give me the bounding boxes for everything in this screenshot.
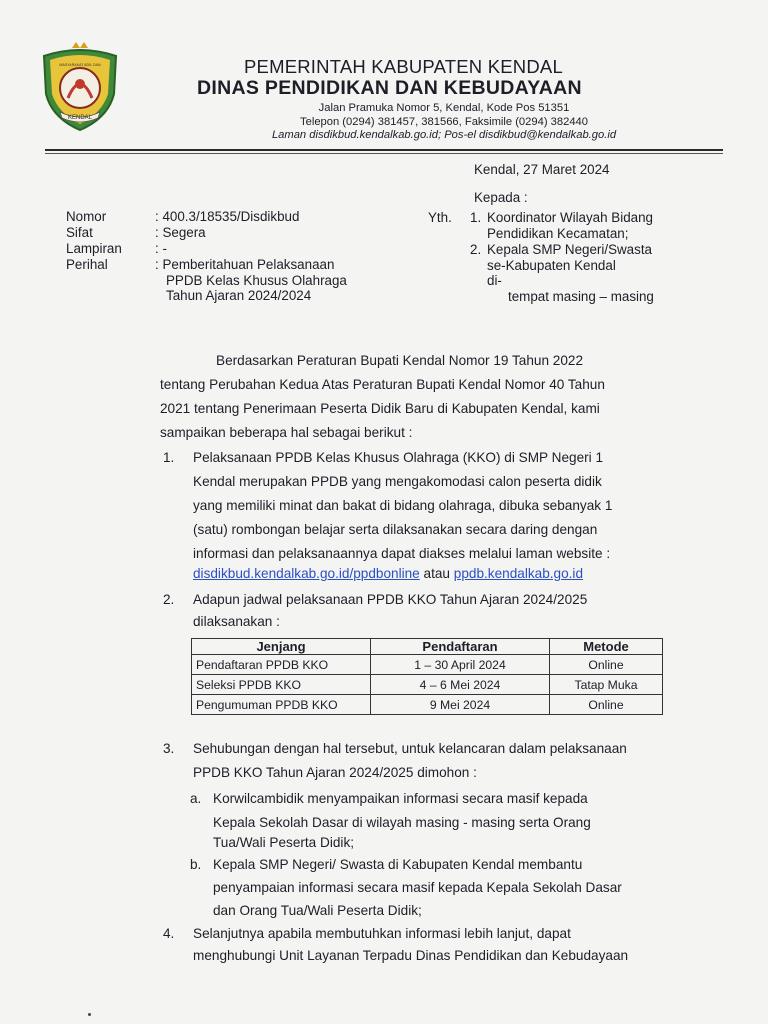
schedule-header-jenjang: Jenjang bbox=[192, 639, 371, 655]
point-1-line-2: Kendal merupakan PPDB yang mengakomodasi calon peserta didik bbox=[193, 474, 602, 489]
schedule-cell: 9 Mei 2024 bbox=[371, 695, 550, 715]
letterhead-government: PEMERINTAH KABUPATEN KENDAL bbox=[244, 56, 563, 77]
point-3-line-1: Sehubungan dengan hal tersebut, untuk kelancaran dalam pelaksanaan bbox=[193, 741, 627, 756]
letterhead-agency: DINAS PENDIDIKAN DAN KEBUDAYAAN bbox=[197, 77, 582, 99]
recipient-yth: Yth. bbox=[428, 210, 452, 225]
meta-perihal-line3: Tahun Ajaran 2024/2024 bbox=[166, 288, 312, 303]
recipient-di: di- bbox=[487, 273, 502, 288]
point-1-number: 1. bbox=[163, 450, 175, 465]
meta-lampiran-label: Lampiran bbox=[66, 241, 122, 256]
letterhead-divider-thin bbox=[45, 153, 723, 154]
recipient-1-line1: Koordinator Wilayah Bidang bbox=[487, 210, 653, 225]
recipient-kepada: Kepada : bbox=[474, 190, 528, 205]
point-2-line-2: dilaksanakan : bbox=[193, 614, 280, 629]
point-3b-letter: b. bbox=[190, 857, 202, 872]
point-1-line-3: yang memiliki minat dan bakat di bidang olahraga, dibuka sebanyak 1 bbox=[193, 498, 613, 513]
meta-lampiran-value: : - bbox=[155, 241, 167, 256]
letterhead-divider bbox=[45, 149, 723, 151]
schedule-cell: 4 – 6 Mei 2024 bbox=[371, 675, 550, 695]
meta-sifat-value: : Segera bbox=[155, 225, 206, 240]
table-row bbox=[192, 655, 663, 675]
table-row bbox=[192, 695, 663, 715]
schedule-cell: Pendaftaran PPDB KKO bbox=[192, 655, 371, 675]
recipient-place: tempat masing – masing bbox=[508, 289, 654, 304]
ppdb-portal-link[interactable]: ppdb.kendalkab.go.id bbox=[453, 566, 584, 581]
point-3a-line-3: Tua/Wali Peserta Didik; bbox=[213, 835, 355, 850]
schedule-header-pendaftaran: Pendaftaran bbox=[371, 639, 550, 655]
schedule-header-metode: Metode bbox=[550, 639, 663, 655]
ppdb-online-link[interactable]: disdikbud.kendalkab.go.id/ppdbonline bbox=[193, 566, 420, 581]
point-4-line-1: Selanjutnya apabila membutuhkan informasi lebih lanjut, dapat bbox=[193, 926, 571, 941]
logo-motto: MASYARAKAT ADIL DAN bbox=[59, 63, 101, 67]
point-1-line-1: Pelaksanaan PPDB Kelas Khusus Olahraga (KKO) di SMP Negeri 1 bbox=[193, 450, 604, 465]
point-3a-line-1: Korwilcambidik menyampaikan informasi secara masif kepada bbox=[213, 791, 588, 806]
schedule-cell: Online bbox=[550, 655, 663, 675]
letterhead-address: Jalan Pramuka Nomor 5, Kendal, Kode Pos 51351 bbox=[318, 102, 570, 114]
letter-date: Kendal, 27 Maret 2024 bbox=[474, 162, 610, 177]
point-4-number: 4. bbox=[163, 926, 175, 941]
meta-perihal-line1: : Pemberitahuan Pelaksanaan bbox=[155, 257, 335, 272]
point-1-or: atau bbox=[419, 566, 454, 581]
schedule-cell: Online bbox=[550, 695, 663, 715]
meta-nomor-label: Nomor bbox=[66, 209, 107, 224]
point-3-line-2: PPDB KKO Tahun Ajaran 2024/2025 dimohon : bbox=[193, 765, 477, 780]
schedule-cell: Tatap Muka bbox=[550, 675, 663, 695]
meta-perihal-line2: PPDB Kelas Khusus Olahraga bbox=[166, 273, 347, 288]
intro-line-3: 2021 tentang Penerimaan Peserta Didik Baru di Kabupaten Kendal, kami bbox=[160, 401, 600, 416]
point-2-line-1: Adapun jadwal pelaksanaan PPDB KKO Tahun Ajaran 2024/2025 bbox=[193, 592, 588, 607]
logo-label: KENDAL bbox=[67, 115, 93, 121]
point-3b-line-1: Kepala SMP Negeri/ Swasta di Kabupaten Kendal membantu bbox=[213, 857, 583, 872]
point-4-line-2: menghubungi Unit Layanan Terpadu Dinas Pendidikan dan Kebudayaan bbox=[193, 948, 629, 963]
intro-line-2: tentang Perubahan Kedua Atas Peraturan Bupati Kendal Nomor 40 Tahun bbox=[160, 377, 605, 392]
meta-nomor-value: : 400.3/18535/Disdikbud bbox=[155, 209, 300, 224]
schedule-header-row bbox=[192, 639, 663, 655]
recipient-2-line1: Kepala SMP Negeri/Swasta bbox=[487, 242, 652, 257]
point-3-number: 3. bbox=[163, 741, 175, 756]
recipient-2-number: 2. bbox=[470, 242, 482, 257]
point-2-number: 2. bbox=[163, 592, 175, 607]
schedule-table bbox=[191, 638, 663, 715]
point-3a-letter: a. bbox=[190, 791, 202, 806]
meta-perihal-label: Perihal bbox=[66, 257, 108, 272]
meta-sifat-label: Sifat bbox=[66, 225, 93, 240]
point-3a-line-2: Kepala Sekolah Dasar di wilayah masing - masing serta Orang bbox=[213, 815, 591, 830]
intro-line-1: Berdasarkan Peraturan Bupati Kendal Nomor 19 Tahun 2022 bbox=[216, 353, 584, 368]
letterhead-web: Laman disdikbud.kendalkab.go.id; Pos-el disdikbud@kendalkab.go.id bbox=[271, 129, 617, 141]
point-1-line-5: informasi dan pelaksanaannya dapat diakses melalui laman website : bbox=[193, 546, 611, 561]
intro-line-4: sampaikan beberapa hal sebagai berikut : bbox=[160, 425, 413, 440]
point-1-line-4: (satu) rombongan belajar serta dilaksanakan secara daring dengan bbox=[193, 522, 598, 537]
recipient-1-number: 1. bbox=[470, 210, 482, 225]
schedule-cell: Pengumuman PPDB KKO bbox=[192, 695, 371, 715]
letterhead-phone: Telepon (0294) 381457, 381566, Faksimile (0294) 382440 bbox=[300, 116, 588, 128]
point-3b-line-2: penyampaian informasi secara masif kepada Kepala Sekolah Dasar bbox=[213, 880, 622, 895]
schedule-cell: Seleksi PPDB KKO bbox=[192, 675, 371, 695]
scan-mark bbox=[88, 1013, 91, 1016]
point-1-links bbox=[193, 562, 583, 587]
point-3b-line-3: dan Orang Tua/Wali Peserta Didik; bbox=[213, 903, 422, 918]
schedule-cell: 1 – 30 April 2024 bbox=[371, 655, 550, 675]
recipient-2-line2: se-Kabupaten Kendal bbox=[487, 258, 616, 273]
table-row bbox=[192, 675, 663, 695]
recipient-1-line2: Pendidikan Kecamatan; bbox=[487, 226, 629, 241]
